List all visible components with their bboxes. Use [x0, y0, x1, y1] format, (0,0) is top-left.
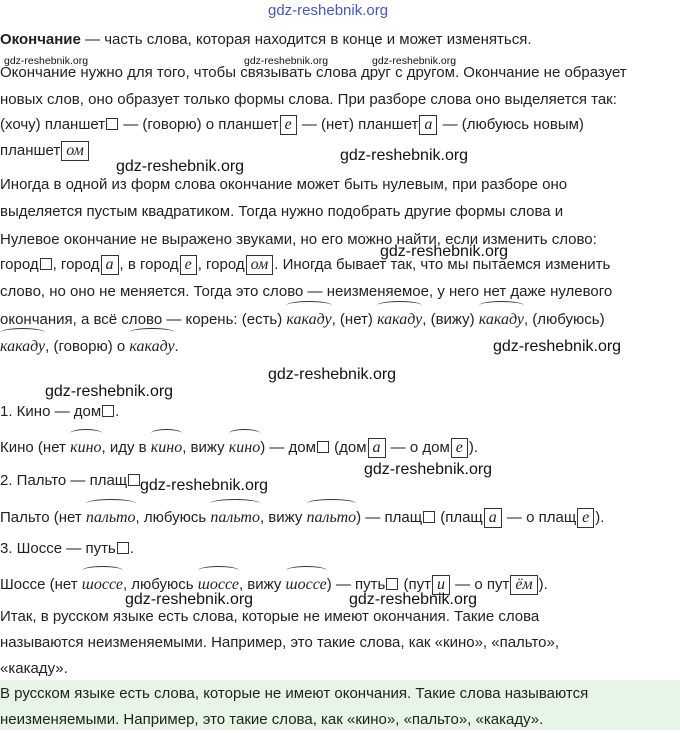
watermark-mid-5: gdz-reshebnik.org [268, 366, 397, 383]
ending-box: е [180, 255, 197, 275]
answer-line-2: неизменяемыми. Например, это такие слова, как «кино», «пальто», «какаду». [0, 711, 544, 728]
root-arc-word: шоссе [198, 569, 239, 598]
root-arc-word: пальто [210, 502, 260, 531]
example-1-sentence: Кино (нет кино, иду в кино, вижу кино) — дом (дом а — о дом е ). [0, 432, 478, 459]
root-arc-word: какаду [129, 331, 174, 360]
watermark-mid-10: gdz-reshebnik.org [349, 591, 478, 608]
ending-box: ом [246, 255, 274, 275]
ending-box: а [419, 115, 437, 135]
null-ending-box [106, 118, 118, 130]
example-2-sentence: Пальто (нет пальто, любуюсь пальто, вижу пальто) — плащ (плащ а — о плащ е ). [0, 502, 604, 529]
root-arc-word: шоссе [82, 569, 123, 598]
summary-line-2: называются неизменяемыми. Например, это такие слова, как «кино», «пальто», [0, 634, 560, 651]
p3-line-2: выделяется пустым квадратиком. Тогда нужно подобрать другие формы слова и [0, 203, 564, 220]
definition-line: Окончание — часть слова, которая находится в конце и может изменяться. [0, 31, 532, 48]
root-arc-word: кино [229, 432, 260, 461]
root-arc-word: какаду [286, 304, 331, 333]
watermark-mid-3: gdz-reshebnik.org [380, 243, 509, 260]
ending-box: ом [61, 141, 89, 161]
summary-line-3: «какаду». [0, 660, 68, 677]
p2-line-3: (хочу) планшет — (говорю) о планшет е — (нет) планшет а — (любуюсь новым) [0, 116, 584, 134]
p4-line-2: город , город а , в город е , город ом . Иногда бывает так, что мы пытаемся изменить [0, 256, 611, 274]
root-arc-word: какаду [479, 304, 524, 333]
ending-box: а [484, 508, 502, 528]
ending-box: а [368, 438, 386, 458]
ending-box: е [280, 115, 297, 135]
watermark-top: gdz-reshebnik.org [268, 2, 389, 19]
watermark-mid-9: gdz-reshebnik.org [125, 591, 254, 608]
p4-line-1: Нулевое окончание не выражено звуками, но его можно найти, если изменить слово: [0, 231, 597, 248]
term: Окончание [0, 31, 81, 48]
root-arc-word: кино [70, 432, 101, 461]
watermark-small-2: gdz-reshebnik.org [244, 55, 329, 67]
p2-line-1: Окончание нужно для того, чтобы связывать слова друг с другом. Окончание не образует [0, 64, 627, 81]
ending-box: а [101, 255, 119, 275]
example-1-title: 1. Кино — дом . [0, 403, 120, 420]
p4-line-5: какаду, (говорю) о какаду. [0, 331, 179, 358]
summary-line-1: Итак, в русском языке есть слова, которые не имеют окончания. Такие слова [0, 608, 540, 625]
root-arc-word: пальто [307, 502, 357, 531]
watermark-mid-4: gdz-reshebnik.org [493, 338, 622, 355]
ending-box: и [432, 575, 450, 595]
example-2-title: 2. Пальто — плащ [0, 467, 141, 494]
ending-box: е [577, 508, 594, 528]
watermark-small-3: gdz-reshebnik.org [372, 55, 457, 67]
root-arc-word: пальто [86, 502, 136, 531]
p2-line-2: новых слов, оно образует только формы слова. При разборе слова оно выделяется так: [0, 91, 617, 108]
ending-box: е [451, 438, 468, 458]
p2-line-4: планшет ом [0, 137, 90, 164]
watermark-small-1: gdz-reshebnik.org [4, 55, 89, 67]
p3-line-1: Иногда в одной из форм слова окончание может быть нулевым, при разборе оно [0, 176, 568, 193]
p4-line-4: окончания, а всё слово — корень: (есть) какаду, (нет) какаду, (вижу) какаду, (любуюсь) [0, 304, 605, 331]
watermark-mid-8: gdz-reshebnik.org [140, 477, 269, 494]
root-arc-word: кино [151, 432, 182, 461]
answer-line-1: В русском языке есть слова, которые не имеют окончания. Такие слова называются [0, 685, 589, 702]
root-arc-word: какаду [0, 331, 45, 360]
root-arc-word: какаду [377, 304, 422, 333]
watermark-mid-1: gdz-reshebnik.org [340, 147, 469, 164]
p4-line-3: слово, но оно не меняется. Тогда это слово — неизменяемое, у него нет даже нулевого [0, 283, 613, 300]
example-3-title: 3. Шоссе — путь . [0, 540, 134, 557]
watermark-mid-7: gdz-reshebnik.org [364, 461, 493, 478]
ending-box: ём [510, 575, 537, 595]
watermark-mid-6: gdz-reshebnik.org [45, 383, 174, 400]
example-3-sentence: Шоссе (нет шоссе, любуюсь шоссе, вижу шоссе) — путь (пут и — о пут ём ). [0, 569, 548, 596]
root-arc-word: шоссе [286, 569, 327, 598]
watermark-mid-2: gdz-reshebnik.org [116, 158, 245, 175]
